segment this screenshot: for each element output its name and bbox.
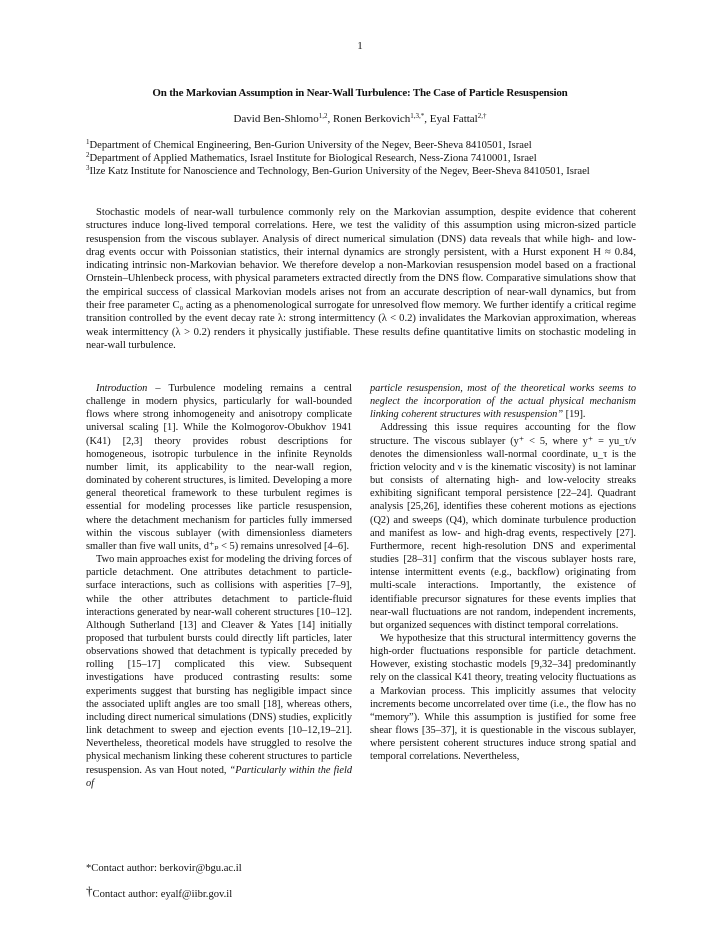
- author-affil-mark: 1,2: [318, 112, 328, 120]
- paragraph: particle resuspension, most of the theoretical works seems to neglect the incorporation of the actual physical mechanism linking coherent structures with resuspension” [19].: [370, 383, 636, 421]
- affiliation: $^2$Department of Applied Mathematics, Israel Institute for Biological Research, Ness-Ziona 7410001, Israel: [86, 151, 537, 165]
- paragraph: Introduction – Turbulence modeling remains a central challenge in modern physics, particularly for wall-bounded flows where strong inhomogeneity and anisotropy complicate universal scaling [1]. While the Kolmogorov-Obukhov 1941 (K41) [2,3] theory provides robust descriptions for homogeneous, isotropic turbulence in the infinite Reynolds number limit, its applicability to the near-wall region, dominated by coherent structures, is limited. Developing a more general theoretical framework to these turbulent regimes is essential for modeling processes like particle resuspension, where the detachment mechanism for particles fully immersed within the viscous sublayer (with dimensionless diameters smaller than five wall units, d⁺ₚ < 5) remains unresolved [4–6].: [86, 383, 352, 552]
- quote: “Particularly within the field of: [86, 764, 352, 789]
- author-name: Ronen Berkovich: [332, 113, 411, 125]
- page-number: 1: [357, 40, 363, 52]
- author-affil-mark: 1,3,*: [410, 112, 425, 120]
- body-column-left: [86, 382, 352, 790]
- footnote: *Contact author: berkovir@bgu.ac.il: [86, 863, 242, 874]
- section-lead: Introduction: [96, 383, 148, 394]
- author-name: David Ben-Shlomo: [233, 113, 319, 125]
- paragraph: Addressing this issue requires accounting for the flow structure. The viscous sublayer (y⁺ < 5, where y⁺ = yu_τ/ν denotes the dimensionless wall-normal coordinate, u_τ is the friction velocity and ν is the kinematic viscosity) is not laminar but consists of alternating high- and low-velocity streaks exhibiting significant temporal persistence [22–24]. Quadrant analysis [25,26], identifies these coherent motions as ejections (Q2) and sweeps (Q4), which dominate turbulence production and manifest as low- and high-drag events, respectively [27]. Furthermore, recent high-resolution DNS and experimental studies [28–31] confirm that the viscous sublayer hosts rare, intense intermittent events (e.g., backflow) originating from multi-scale interactions. Importantly, the existence of identifiable precursor signatures for these events implies that near-wall fluctuations are not random, independent increments, but organized sequences with distinct temporal correlations.: [370, 422, 636, 631]
- abstract: Stochastic models of near-wall turbulence commonly rely on the Markovian assumption, despite evidence that coherent structures induce long-lived temporal correlations. Here, we test the validity of this assumption using micron-sized particle resuspension from the viscous sublayer. Analysis of direct numerical simulation (DNS) data reveals that while high- and low-drag events occur with Poissonian statistics, their internal dynamics are strongly persistent, with a Hurst exponent H ≈ 0.84, indicating intrinsic non-Markovian behavior. We therefore develop a non-Markovian resuspension model based on a fractional Ornstein–Uhlenbeck process, with physical parameters extracted directly from the DNS flow. Comparative simulations show that the empirical success of classical Markovian models arises not from an accurate description of near-wall dynamics, but from their free parameter C₀ acting as a phenomenological surrogate for unresolved flow memory. We further identify a critical regime transition controlled by the event decay rate λ: strong intermittency (λ < 0.2) invalidates the Markovian approximation, whereas weak intermittency (λ > 0.2) renders it physically justifiable. These results define quantitative limits on stochastic modeling in near-wall turbulence.: [86, 207, 636, 351]
- paper-title: On the Markovian Assumption in Near-Wall Turbulence: The Case of Particle Resuspension: [152, 87, 568, 99]
- author-name: Eyal Fattal: [429, 113, 478, 125]
- quote: particle resuspension, most of the theoretical works seems to neglect the incorporation of the actual physical mechanism linking coherent structures with resuspension”: [370, 383, 636, 421]
- author-list: David Ben-Shlomo$^{1,2}$, Ronen Berkovich$^{1,3,*}$, Eyal Fattal$^{2,\dagger}$: [233, 112, 487, 125]
- affiliation: $^1$Department of Chemical Engineering, Ben-Gurion University of the Negev, Beer-Sheva 8410501, Israel: [86, 138, 532, 151]
- author-affil-mark: 2,†: [477, 112, 487, 120]
- footnotes: [86, 862, 486, 910]
- paragraph: Two main approaches exist for modeling the driving forces of particle detachment. One attributes detachment to particle-surface interactions, such as collisions with asperities [7–9], while the other attributes detachment to particle-fluid interactions generated by near-wall coherent structures [10–12]. Although Sutherland [13] and Cleaver & Yates [14] initially proposed that turbulent bursts could directly lift particles, later observations showed that detachment is typically preceded by rolling [15–17] complicated this view. Subsequent investigations have produced contrasting results: some experiments suggest that bursting has negligible impact since the associated uplift angles are too small [18], whereas others, including direct numerical simulations (DNS) studies, explicitly link detachment to sweep and ejection events [10–12,19–21]. Nevertheless, theoretical models have struggled to resolve the physical mechanism linking these coherent structures to particle resuspension. As van Hout noted, “Particularly within the field of: [86, 554, 352, 789]
- affiliation-list: [86, 139, 646, 179]
- paragraph: We hypothesize that this structural intermittency governs the high-order fluctuations responsible for particle detachment. However, existing stochastic models [9,32–34] predominantly rely on the classical K41 theory, treating velocity fluctuations as a Markovian process. This implicitly assumes that velocity increments become uncorrelated over time (i.e., the flow has no “memory”). While this assumption is justified for some free shear flows [35–37], it is questionable in the viscous sublayer, where persistent coherent structures induce strong spatial and temporal correlations. Nevertheless,: [370, 632, 636, 763]
- affiliation: $^3$Ilze Katz Institute for Nanoscience and Technology, Ben-Gurion University of the Negev, Beer-Sheva 8410501, Israel: [86, 164, 590, 178]
- footnote: †Contact author: eyalf@iibr.gov.il: [86, 883, 233, 900]
- body-column-right: [370, 382, 636, 764]
